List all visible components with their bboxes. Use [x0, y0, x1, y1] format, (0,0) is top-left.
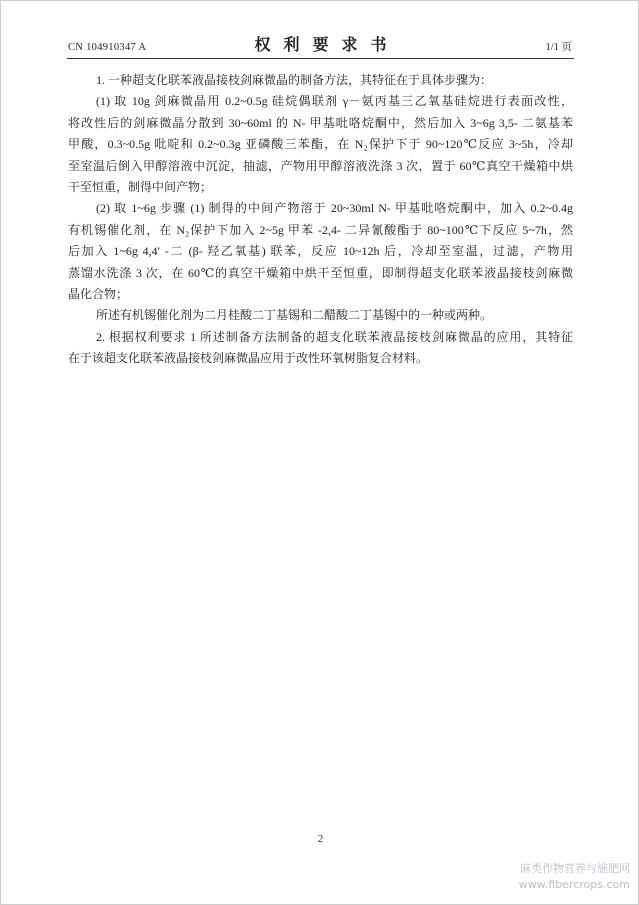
claim-text-line: 2. 根据权利要求 1 所述制备方法制备的超支化联苯液晶接枝剑麻微晶的应用，其特征 — [96, 329, 573, 344]
page-count-label: 1/1 页 — [545, 42, 572, 53]
claim-text-line: 有机锡催化剂，在 N₂保护下加入 2~5g 甲苯 -2,4- 二异氰酸酯于 80~100℃下反应 5~7h，然 — [68, 222, 573, 237]
page-title: 权利要求书 — [254, 37, 400, 54]
claim-text-line: 蒸馏水洗涤 3 次，在 60℃的真空干燥箱中烘干至恒重，即制得超支化联苯液晶接枝剑麻微 — [68, 265, 573, 280]
claim-1-catalyst-note — [68, 305, 573, 326]
claim-1-step-2 — [68, 198, 573, 305]
claim-text-line: 至室温后倒入甲醇溶液中沉淀，抽滤，产物用甲醇溶液洗涤 3 次，置于 60℃真空干燥箱中烘 — [68, 158, 573, 173]
claim-1-intro — [68, 70, 573, 91]
claim-text-line: 在于该超支化联苯液晶接枝剑麻微晶应用于改性环氧树脂复合材料。 — [68, 351, 429, 366]
watermark-site-name: 麻类作物营养与施肥网 — [520, 862, 630, 875]
claim-text-line: 干至恒重，制得中间产物； — [68, 180, 213, 195]
header-divider — [67, 58, 574, 59]
watermark — [519, 861, 630, 893]
claim-text-line: 晶化合物； — [68, 287, 129, 302]
page-number: 2 — [317, 833, 324, 845]
claim-text-line: 所述有机锡催化剂为二月桂酸二丁基锡和二醋酸二丁基锡中的一种或两种。 — [96, 308, 493, 323]
claim-text-line: 将改性后的剑麻微晶分散到 30~60ml 的 N- 甲基吡咯烷酮中，然后加入 3~6g 3,5- 二氨基苯 — [68, 115, 573, 130]
claim-text-line: 甲酸，0.3~0.5g 吡啶和 0.2~0.3g 亚磷酸三苯酯，在 N₂保护下于 90~120℃反应 3~5h，冷却 — [68, 137, 573, 152]
watermark-url: www.fibercrops.com — [518, 878, 630, 891]
claims-body — [68, 70, 573, 370]
claim-1-step-1 — [68, 91, 573, 198]
claim-text-line: 1. 一种超支化联苯液晶接枝剑麻微晶的制备方法，其特征在于具体步骤为： — [96, 73, 493, 87]
claim-text-line: (1) 取 10g 剑麻微晶用 0.2~0.5g 硅烷偶联剂 γ－氨丙基三乙氧基硅烷进行表面改性， — [96, 94, 573, 109]
claim-text-line: 后加入 1~6g 4,4′ -二 (β- 羟乙氧基) 联苯，反应 10~12h 后，冷却至室温，过滤，产物用 — [68, 244, 573, 259]
claim-text-line: (2) 取 1~6g 步骤 (1) 制得的中间产物溶于 20~30ml N- 甲基吡咯烷酮中，加入 0.2~0.4g — [96, 201, 573, 216]
publication-number: CN 104910347 A — [68, 42, 147, 53]
claim-2 — [68, 327, 573, 370]
